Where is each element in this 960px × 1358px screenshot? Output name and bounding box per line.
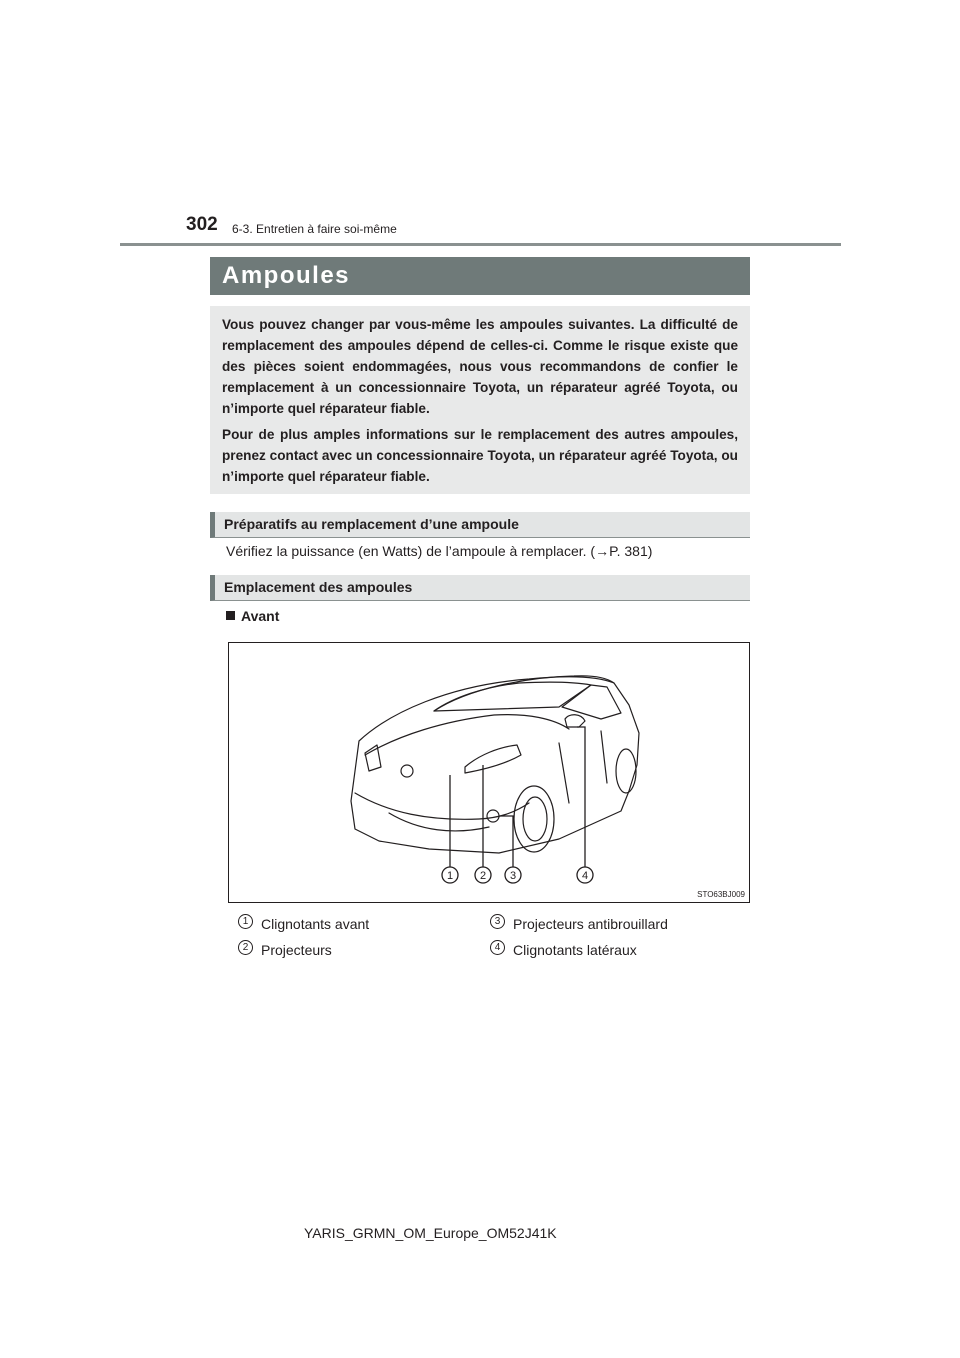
legend-item-4 <box>490 940 637 958</box>
callout-2-text: 2 <box>479 870 487 882</box>
front-label <box>226 608 279 624</box>
callout-1-text: 1 <box>446 870 454 882</box>
intro-box <box>210 306 750 494</box>
callout-4-text: 4 <box>581 870 589 882</box>
callout-2 <box>475 867 491 883</box>
section-label: 6-3. Entretien à faire soi-même <box>232 222 397 236</box>
legend-label-2: Projecteurs <box>261 942 332 958</box>
callout-4 <box>577 867 593 883</box>
legend-number-1: 1 <box>238 914 253 929</box>
location-heading-text: Emplacement des ampoules <box>224 579 413 595</box>
callout-line-3 <box>499 816 513 867</box>
figure-code: STO63BJ009 <box>697 890 745 899</box>
car-figure <box>228 642 750 903</box>
front-label-text: Avant <box>241 608 280 624</box>
legend-item-2 <box>238 940 332 958</box>
page-title: Ampoules <box>222 262 351 289</box>
callout-1 <box>442 867 458 883</box>
prep-text: Vérifiez la puissance (en Watts) de l’ampoule à remplacer. (→P. 381) <box>226 543 653 559</box>
legend-label-1: Clignotants avant <box>261 916 370 932</box>
legend-number-3: 3 <box>490 914 505 929</box>
footer-doc-id: YARIS_GRMN_OM_Europe_OM52J41K <box>304 1225 557 1241</box>
callout-3-text: 3 <box>509 870 517 882</box>
prep-heading-text: Préparatifs au remplacement d’une ampoule <box>224 516 519 532</box>
legend-number-4: 4 <box>490 940 505 955</box>
callout-lines <box>229 643 749 902</box>
prep-heading <box>210 512 750 538</box>
title-bar <box>210 257 750 295</box>
intro-paragraph-1: Vous pouvez changer par vous-même les ampoules suivantes. La difficulté de remplacement des ampoules dépend de celles-ci. Comme le risque existe que des pièces soient endommagées, nous vous recommandons de confier le remplacement à un concessionnaire Toyota, un réparateur agréé Toyota, ou n’importe quel réparateur fiable. <box>222 317 738 416</box>
location-heading <box>210 575 750 601</box>
callout-3 <box>505 867 521 883</box>
legend-label-4: Clignotants latéraux <box>513 942 637 958</box>
page-number: 302 <box>186 214 218 235</box>
callout-line-4 <box>577 727 585 867</box>
legend-item-3 <box>490 914 668 932</box>
square-bullet-icon <box>226 611 235 620</box>
header-rule <box>120 243 841 246</box>
legend-item-1 <box>238 914 369 932</box>
intro-paragraph-2: Pour de plus amples informations sur le remplacement des autres ampoules, prenez contact avec un concessionnaire Toyota, un réparateur agréé Toyota, ou n’importe quel réparateur fiable. <box>222 427 738 484</box>
legend-number-2: 2 <box>238 940 253 955</box>
legend-label-3: Projecteurs antibrouillard <box>513 916 668 932</box>
